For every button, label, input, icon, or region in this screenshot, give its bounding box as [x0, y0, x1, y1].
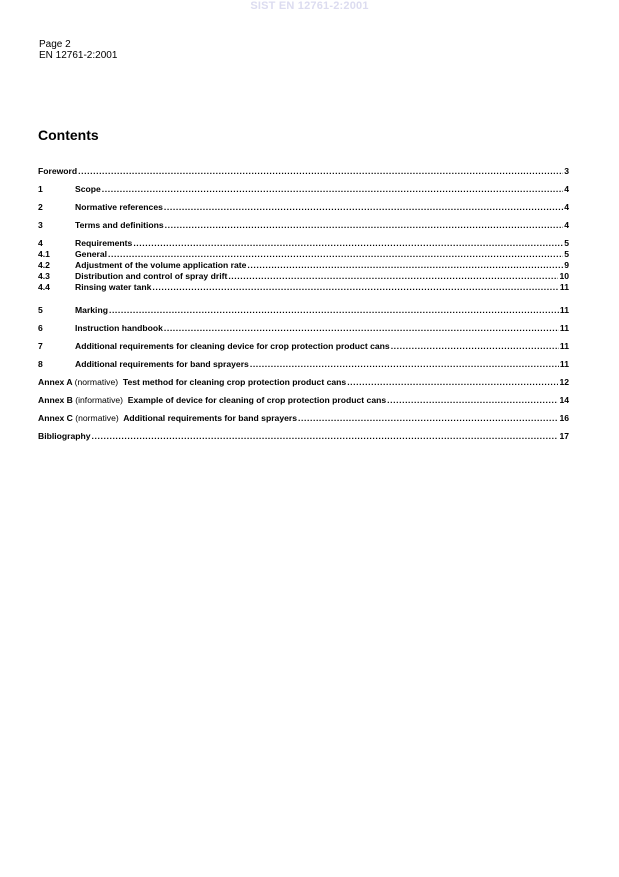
toc-entry-page: 9: [564, 260, 569, 270]
toc-entry-page: 11: [559, 359, 569, 369]
toc-entry-title: Adjustment of the volume application rate: [75, 260, 247, 270]
toc-entry-bibliography[interactable]: [38, 431, 569, 442]
toc-entry-title: Additional requirements for cleaning device for crop protection product cans: [75, 341, 390, 351]
toc-leader-dots: [347, 377, 558, 388]
toc-leader-dots: [164, 202, 563, 213]
toc-entry-number: 1: [38, 184, 43, 194]
annex-label: Annex C: [38, 413, 73, 423]
toc-entry-title: [38, 377, 346, 388]
toc-entry-page: 10: [559, 271, 569, 281]
toc-entry-number: 4.1: [38, 249, 50, 259]
toc-entry-title: Additional requirements for band sprayers: [75, 359, 249, 369]
annex-title: Test method for cleaning crop protection product cans: [122, 377, 347, 387]
toc-leader-dots: [102, 184, 563, 195]
toc-entry-general[interactable]: [38, 249, 569, 260]
toc-entry-number: 5: [38, 305, 43, 315]
toc-entry-normative-references[interactable]: [38, 202, 569, 213]
toc-entry-number: 4.3: [38, 271, 50, 281]
toc-entry-number: 3: [38, 220, 43, 230]
toc-entry-page: 16: [559, 413, 569, 423]
toc-entry-page: 4: [564, 220, 569, 230]
toc-leader-dots: [228, 271, 558, 282]
toc-entry-adjustment-volume[interactable]: [38, 260, 569, 271]
toc-leader-dots: [133, 238, 563, 249]
toc-entry-title: Terms and definitions: [75, 220, 164, 230]
toc-leader-dots: [78, 166, 563, 177]
toc-entry-page: 3: [564, 166, 569, 176]
toc-entry-page: 4: [564, 184, 569, 194]
toc-entry-spray-drift[interactable]: [38, 271, 569, 282]
toc-entry-requirements[interactable]: [38, 238, 569, 249]
watermark: SIST EN 12761-2:2001: [250, 0, 369, 12]
toc-leader-dots: [165, 220, 564, 231]
annex-type: (normative): [75, 413, 119, 423]
annex-type: (informative): [75, 395, 124, 405]
toc-entry-page: 4: [564, 202, 569, 212]
toc-leader-dots: [247, 260, 563, 271]
toc-entry-title: Marking: [75, 305, 108, 315]
toc-entry-title: Instruction handbook: [75, 323, 163, 333]
toc-leader-dots: [152, 282, 559, 293]
toc-entry-annex-a[interactable]: [38, 377, 569, 388]
toc-entry-annex-c[interactable]: [38, 413, 569, 424]
toc-entry-instruction-handbook[interactable]: [38, 323, 569, 334]
toc-entry-title: [38, 395, 386, 406]
toc-leader-dots: [108, 249, 563, 260]
toc-entry-page: 11: [559, 323, 569, 333]
annex-type: (normative): [74, 377, 119, 387]
toc-entry-title: Distribution and control of spray drift: [75, 271, 228, 281]
toc-entry-band-sprayers[interactable]: [38, 359, 569, 370]
annex-title: Additional requirements for band sprayers: [123, 413, 298, 423]
toc-entry-page: 5: [564, 249, 569, 259]
annex-title: Example of device for cleaning of crop protection product cans: [127, 395, 387, 405]
toc-entry-terms-and-definitions[interactable]: [38, 220, 569, 231]
toc-leader-dots: [387, 395, 558, 406]
toc-entry-page: 11: [559, 282, 569, 292]
toc-entry-title: Rinsing water tank: [75, 282, 152, 292]
annex-label: Annex B: [38, 395, 73, 405]
toc-entry-page: 12: [559, 377, 569, 387]
toc-entry-cleaning-device[interactable]: [38, 341, 569, 352]
toc-entry-number: 4.4: [38, 282, 50, 292]
toc-entry-foreword[interactable]: [38, 166, 569, 177]
page-number: Page 2: [39, 39, 71, 50]
toc-entry-title: Bibliography: [38, 431, 91, 441]
annex-label: Annex A: [38, 377, 73, 387]
toc-entry-page: 17: [559, 431, 569, 441]
toc-entry-title: Normative references: [75, 202, 163, 212]
toc-leader-dots: [298, 413, 558, 424]
toc-entry-page: 11: [559, 341, 569, 351]
toc-entry-number: 7: [38, 341, 43, 351]
toc-leader-dots: [391, 341, 559, 352]
toc-entry-title: Requirements: [75, 238, 133, 248]
toc-entry-number: 6: [38, 323, 43, 333]
contents-heading: Contents: [38, 127, 99, 143]
toc-leader-dots: [109, 305, 559, 316]
standard-id: EN 12761-2:2001: [39, 50, 118, 61]
toc-entry-number: 2: [38, 202, 43, 212]
toc-entry-number: 8: [38, 359, 43, 369]
toc-entry-page: 5: [564, 238, 569, 248]
toc-leader-dots: [250, 359, 559, 370]
toc-entry-marking[interactable]: [38, 305, 569, 316]
toc-entry-number: 4: [38, 238, 43, 248]
toc-entry-title: General: [75, 249, 108, 259]
toc-entry-number: 4.2: [38, 260, 50, 270]
toc-entry-scope[interactable]: [38, 184, 569, 195]
toc-entry-title: Foreword: [38, 166, 78, 176]
toc-entry-page: 14: [559, 395, 569, 405]
toc-leader-dots: [92, 431, 559, 442]
toc-entry-rinsing-water-tank[interactable]: [38, 282, 569, 293]
toc-entry-page: 11: [559, 305, 569, 315]
toc-leader-dots: [164, 323, 559, 334]
toc-entry-title: Scope: [75, 184, 101, 194]
toc-entry-annex-b[interactable]: [38, 395, 569, 406]
toc-entry-title: [38, 413, 297, 424]
